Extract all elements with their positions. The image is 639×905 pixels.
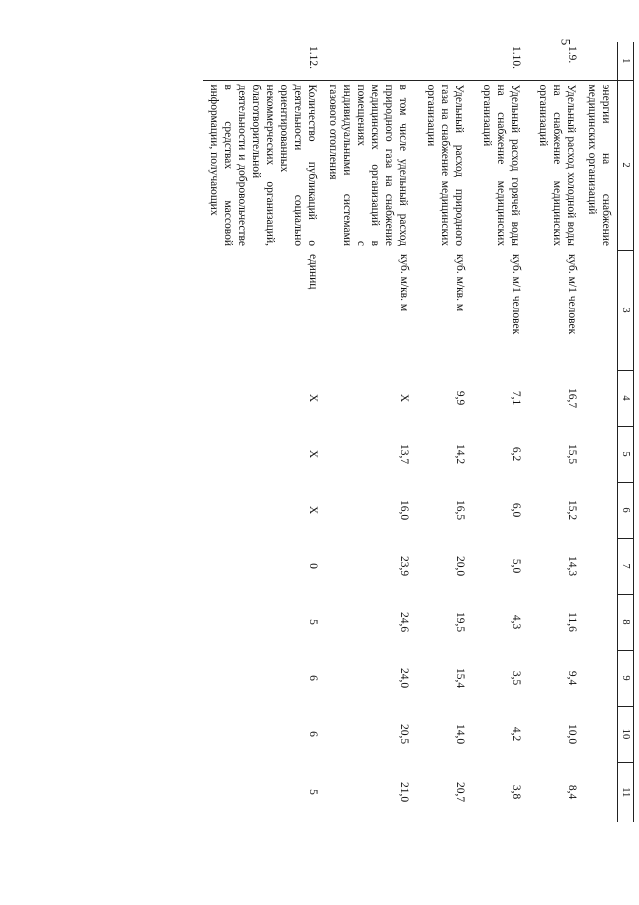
unit: куб. м/1 человек [510,254,522,335]
value-cell: 15,4 [454,667,466,689]
value-cell [582,762,618,822]
value-cell: X [307,449,319,459]
rotated-table-page [114,42,634,822]
value-cell: 11,6 [566,612,578,632]
value-cell: 14,3 [566,555,578,577]
value-cell: 3,5 [510,670,522,686]
unit: куб. м/кв. м [454,254,466,312]
column-header: 3 [618,250,634,370]
value-cell: 23,9 [398,555,410,577]
column-header: 5 [618,426,634,482]
value-cell [582,426,618,482]
column-header: 6 [618,482,634,538]
value-cell: 16,7 [566,387,578,409]
value-cell [582,706,618,762]
column-header: 4 [618,370,634,426]
value-cell: 4,3 [510,614,522,630]
value-cell: X [398,393,410,403]
indicator-name: Удельный расход природного газа на снабжение медицинских организации [414,80,470,250]
table-row [582,42,618,822]
indicators-table [203,42,634,822]
value-cell: 24,0 [398,667,410,689]
value-cell: 16,0 [398,499,410,521]
value-cell: X [307,393,319,403]
indicator-name: Количество публикаций о деятельности социально ориентированных некоммерческих организаций, благотворительной деятельности и добровольчестве в средствах массовой информации, получающих [203,80,323,250]
column-header: 2 [618,80,634,250]
value-cell: 13,7 [398,443,410,465]
row-number: 1.9. [566,46,578,64]
row-number [414,42,470,80]
value-cell: 16,5 [454,499,466,521]
value-cell: 6,2 [510,446,522,462]
value-cell: 20,7 [454,781,466,803]
row-number: 1.12. [307,46,319,69]
table-row [323,42,414,822]
value-cell: 3,8 [510,784,522,800]
value-cell: 5,0 [510,558,522,574]
column-number-row [618,42,634,822]
table-row [470,42,526,822]
value-cell: 15,5 [566,443,578,465]
page-number: 5 [558,38,574,46]
value-cell [582,650,618,706]
column-header: 7 [618,538,634,594]
table-row [203,42,323,822]
value-cell [582,594,618,650]
value-cell: 9,9 [454,390,466,406]
value-cell [582,538,618,594]
value-cell: 10,0 [566,723,578,745]
value-cell: 7,1 [510,390,522,406]
value-cell: 20,5 [398,723,410,745]
value-cell: 5 [307,619,319,625]
value-cell: 0 [307,563,319,569]
indicator-name: энергии на снабжение медицинских организаций [582,80,618,250]
value-cell [582,482,618,538]
value-cell: 6,0 [510,502,522,518]
value-cell: 9,4 [566,670,578,686]
value-cell: 14,0 [454,723,466,745]
value-cell: 24,6 [398,611,410,633]
value-cell: 21,0 [398,781,410,803]
row-number [323,42,414,80]
column-header: 10 [618,706,634,762]
value-cell: 6 [307,731,319,737]
table-row [414,42,470,822]
unit: куб. м/кв. м [398,254,410,312]
row-number [582,42,618,80]
column-header: 8 [618,594,634,650]
value-cell: 5 [307,789,319,795]
value-cell: 14,2 [454,443,466,465]
value-cell: 20,0 [454,555,466,577]
unit: единиц [307,254,319,290]
value-cell: 19,5 [454,611,466,633]
unit: куб. м/1 человек [566,254,578,335]
table-row [526,42,582,822]
value-cell: 6 [307,675,319,681]
indicator-name: Удельный расход холодной воды на снабжение медицинских организаций [526,80,582,250]
column-header: 9 [618,650,634,706]
column-header: 1 [618,42,634,80]
value-cell: 8,4 [566,784,578,800]
indicator-name: в том числе удельный расход природного газа на снабжение медицинских организаций в помещениях с индивидуальными системами газового отопления [323,80,414,250]
row-number: 1.10. [510,46,522,69]
value-cell: 15,2 [566,499,578,521]
unit [582,250,618,370]
value-cell [582,370,618,426]
value-cell: 4,2 [510,726,522,742]
value-cell: X [307,505,319,515]
column-header: 11 [618,762,634,822]
indicator-name: Удельный расход горячей воды на снабжение медицинских организаций [470,80,526,250]
